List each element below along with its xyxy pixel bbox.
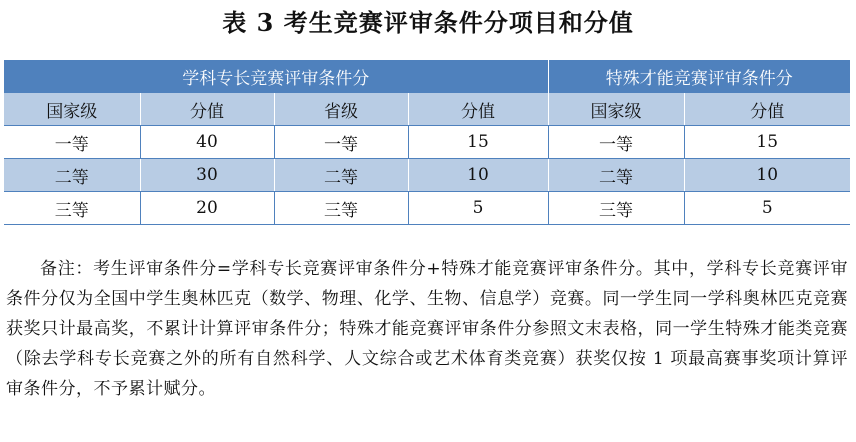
table-cell: 一等 xyxy=(548,126,684,159)
table-cell: 二等 xyxy=(274,159,408,192)
column-header: 国家级 xyxy=(548,93,684,126)
table-cell: 5 xyxy=(408,192,548,225)
group-header-special: 特殊才能竞赛评审条件分 xyxy=(548,60,850,93)
table-cell: 30 xyxy=(140,159,274,192)
table-row xyxy=(4,192,850,225)
column-header: 分值 xyxy=(140,93,274,126)
table-cell: 三等 xyxy=(4,192,140,225)
column-header: 国家级 xyxy=(4,93,140,126)
table-title: 表 3 考生竞赛评审条件分项目和分值 xyxy=(222,8,634,37)
table-cell: 20 xyxy=(140,192,274,225)
table-cell: 10 xyxy=(408,159,548,192)
column-header-row xyxy=(4,93,850,126)
group-header-row xyxy=(4,60,850,93)
column-header: 分值 xyxy=(684,93,850,126)
table-cell: 二等 xyxy=(548,159,684,192)
table-cell: 二等 xyxy=(4,159,140,192)
table-cell: 一等 xyxy=(274,126,408,159)
table-cell: 40 xyxy=(140,126,274,159)
table-row xyxy=(4,126,850,159)
table-cell: 5 xyxy=(684,192,850,225)
table-row xyxy=(4,159,850,192)
table-cell: 15 xyxy=(408,126,548,159)
table-cell: 10 xyxy=(684,159,850,192)
remarks-paragraph: 备注：考生评审条件分=学科专长竞赛评审条件分+特殊才能竞赛评审条件分。其中，学科专长竞赛评审条件分仅为全国中学生奥林匹克（数学、物理、化学、生物、信息学）竞赛。同一学生同一学科奥林匹克竞赛获奖只计最高奖，不累计计算评审条件分；特殊才能竞赛评审条件分参照文末表格，同一学生特殊才能类竞赛（除去学科专长竞赛之外的所有自然科学、人文综合或艺术体育类竞赛）获奖仅按 1 项最高赛事奖项计算评审条件分，不予累计赋分。 xyxy=(6,259,848,399)
score-table xyxy=(4,60,850,225)
column-header: 省级 xyxy=(274,93,408,126)
table-cell: 15 xyxy=(684,126,850,159)
table-cell: 三等 xyxy=(274,192,408,225)
table-cell: 一等 xyxy=(4,126,140,159)
group-header-academic: 学科专长竞赛评审条件分 xyxy=(4,60,548,93)
table-cell: 三等 xyxy=(548,192,684,225)
column-header: 分值 xyxy=(408,93,548,126)
